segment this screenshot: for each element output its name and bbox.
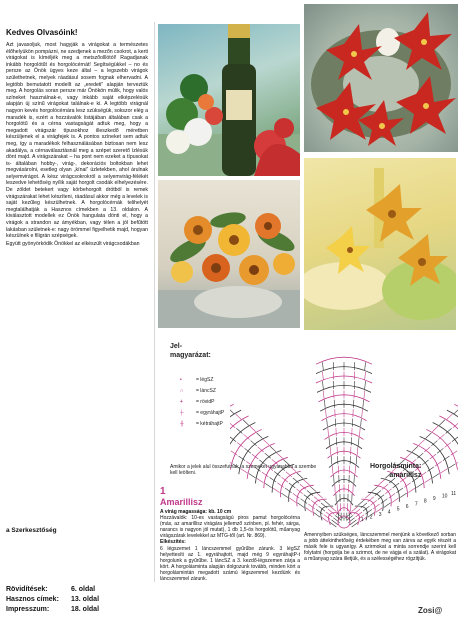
toc-row — [6, 585, 134, 595]
double-crochet-symbol: ┼ — [180, 409, 184, 416]
toc-label: Impresszum: — [6, 606, 50, 613]
stitch-mark — [425, 433, 432, 439]
stitch-mark — [405, 453, 412, 458]
round-number: 11 — [451, 490, 457, 497]
editorial-paragraph: Együtt gyönyörködik Önökkel az elkészült virágcsodákban — [6, 240, 140, 247]
round-number: 5 — [396, 506, 400, 513]
stitch-mark — [378, 480, 385, 485]
legend-item — [180, 396, 224, 407]
section-title: Amarillisz — [160, 497, 203, 507]
treble-crochet-symbol: ╫ — [180, 420, 184, 427]
stitch-mark — [273, 488, 280, 493]
stitch-mark — [356, 456, 357, 464]
greeting-heading: Kedves Olvasóink! — [6, 28, 78, 37]
stitch-mark — [249, 426, 256, 432]
stitch-mark — [357, 447, 358, 455]
round-number: 4 — [387, 509, 391, 516]
stitch-mark — [330, 507, 336, 512]
legend-item — [180, 374, 224, 385]
stitch-mark — [281, 493, 288, 498]
stitch-mark — [329, 437, 330, 445]
photo-champagne-bouquet — [158, 24, 300, 176]
photo-bouquet-illustration — [158, 180, 300, 328]
stitch-mark — [322, 381, 323, 389]
stitch-mark — [326, 512, 332, 517]
stitch-mark — [323, 500, 330, 505]
slip-stitch-symbol: ∩ — [180, 387, 184, 394]
pattern-label-line: amarillisz — [389, 472, 422, 479]
photo-plate-illustration — [304, 158, 456, 330]
crochet-diagram — [230, 330, 458, 530]
stitch-mark — [265, 483, 272, 488]
stitch-mark — [328, 428, 329, 436]
stitch-legend — [180, 374, 224, 429]
stitch-mark — [322, 362, 323, 370]
toc-row — [6, 595, 134, 605]
stitch-mark — [362, 409, 363, 417]
stitch-mark — [322, 517, 328, 522]
stitch-mark — [327, 419, 328, 427]
photo-amaryllis-illustration — [304, 4, 458, 152]
editorial-text — [6, 42, 148, 524]
stitch-mark — [230, 458, 231, 464]
photo-champagne-illustration — [158, 24, 300, 176]
legend-label: = légSZ — [196, 376, 214, 383]
continuation-text: Amennyiben szükséges, láncszemmel menjünk a következő sorban a jobb áttekinthetőség érdekében meg van zárva az egyik részét a másik fele is ugyanígy. A szirmokat a minta sorrendje szerint kell folytatni (horgolja be a szirmot, de ne vágja el a szálat). A virágokat a műanyag szára illetjük, és a szélességéhez rögzítjük. — [304, 532, 456, 563]
stitch-round — [230, 425, 262, 469]
stitch-mark — [331, 456, 332, 464]
toc-page: 6. oldal — [71, 586, 96, 593]
stitch-mark — [230, 408, 234, 414]
round-number: 3 — [378, 511, 382, 518]
stitch-mark — [432, 426, 439, 432]
stitch-mark — [433, 473, 440, 478]
instructions-continuation — [304, 532, 456, 612]
photo-amaryllis-wreath — [304, 4, 458, 152]
watermark: Zosi@ — [418, 606, 443, 615]
stitch-mark — [439, 420, 446, 426]
stitch-mark — [330, 447, 331, 455]
stitch-round — [439, 412, 458, 460]
stitch-mark — [310, 486, 317, 491]
round-number: 2 — [369, 514, 373, 521]
stitch-mark — [360, 428, 361, 436]
photo-yellow-flowers-plate — [304, 158, 456, 330]
section-number: 1 — [160, 486, 166, 497]
instructions-text — [160, 509, 300, 617]
editorial-signature: a Szerkesztőség — [6, 527, 57, 534]
stitch-mark — [235, 414, 242, 420]
legend-title-line: magyarázat: — [170, 352, 211, 359]
stitch-mark — [297, 502, 304, 507]
legend-label: = egyráhajtP — [196, 409, 225, 416]
round-number: 7 — [414, 501, 418, 508]
toc-row — [6, 605, 134, 615]
stitch-mark — [263, 440, 270, 446]
stitch-mark — [363, 400, 364, 408]
stitch-mark — [317, 493, 324, 498]
column-divider — [154, 22, 155, 582]
pattern-label — [370, 462, 421, 480]
toc-page: 13. oldal — [71, 596, 100, 603]
toc-page: 18. oldal — [71, 606, 100, 613]
stitch-mark — [365, 372, 366, 380]
stitch-mark — [326, 409, 327, 417]
stitch-mark — [424, 478, 431, 483]
legend-item — [180, 418, 224, 429]
stitch-mark — [257, 478, 264, 483]
stitch-mark — [365, 362, 366, 370]
stitch-mark — [289, 498, 296, 503]
stitch-mark — [351, 507, 357, 512]
stitch-mark — [384, 502, 391, 507]
petal-chart — [316, 357, 372, 520]
round-number: 8 — [423, 498, 427, 505]
legend-item — [180, 385, 224, 396]
stitch-mark — [408, 488, 415, 493]
legend-label: = kétráhajtP — [196, 420, 223, 427]
round-number: 6 — [405, 504, 409, 510]
photo-orange-bouquet — [158, 180, 300, 328]
stitch-mark — [361, 419, 362, 427]
stitch-mark — [454, 408, 458, 414]
stitch-mark — [449, 463, 456, 469]
legend-title — [170, 342, 211, 360]
stitch-mark — [457, 458, 458, 464]
round-number: 1 — [360, 517, 364, 524]
flower-size: A virág magassága: kb. 10 cm — [160, 509, 232, 515]
stitch-mark — [322, 372, 323, 380]
round-number: 10 — [441, 493, 448, 500]
stitch-mark — [242, 420, 249, 426]
stitch-mark — [416, 483, 423, 488]
stitch-mark — [323, 390, 324, 398]
stitch-mark — [324, 400, 325, 408]
materials-text: Hozzávalók: 10-es vastagságú piros pamut horgolócérna (más, az amarillisz virágára jellemző színben, pl. fehér, sárga, narancs is nagyon jól mutat), 1 db 1,5-ös horgolótű, műanyag virágszárak levelekkel az MTG-től (art. Nr. 869). — [160, 515, 300, 540]
single-crochet-symbol: + — [180, 398, 183, 405]
stitch-mark — [365, 493, 372, 498]
stitch-mark — [412, 446, 419, 451]
table-of-contents — [6, 585, 134, 615]
stitch-mark — [276, 453, 283, 458]
diagram-note: Amikor a jelek alul összefutnak, a szemeket ugyanabba a szembe kell leölteni. — [170, 464, 317, 476]
stitch-mark — [371, 486, 378, 491]
round-number: 9 — [432, 496, 436, 503]
stitch-mark — [365, 381, 366, 389]
legend-title-line: Jel- — [170, 343, 183, 350]
stitch-mark — [400, 493, 407, 498]
toc-label: Rövidítések: — [6, 586, 48, 593]
legend-label: = rövidP — [196, 398, 215, 405]
legend-label: = láncSZ — [196, 387, 216, 394]
steps-title: Elkészítés: — [160, 539, 186, 546]
stitch-round — [426, 425, 458, 469]
stitch-mark — [364, 390, 365, 398]
stitch-round — [230, 412, 249, 460]
toc-label: Hasznos címek: — [6, 596, 59, 603]
pattern-label-line: Horgolásminta: — [370, 463, 422, 470]
editorial-paragraph: Azt javasoljuk, most hagyják a virágokat a természetes élőhelyükön pompázni, ne szedjenek a mezőn csokrot, a kerti virágokat is kíméljék meg a metszőolllótól! Ragadjanak inkább horgolótűt és horgolócérnát! Segítségükkel – no és persze az Önök ügyes keze által – a legszebb virágok születhetnek, melyek ráadásul sosem fognak elhervadni. A legtöbb bemutatott modellt az „eredeti” alapján terveztük meg. A horgolás soran persze már Önökön múlik, hogy valós színeket használnak-e, vagy inkább saját elképzelésük alapján új színű virágokat találnak-e ki. A legtöbb virágnál nagyon kevés horgolócérnára lesz szükségük, sokszor elég a maradék is, ezért a hozzávalók listájában általában csak a horgolótű és a cérna vastagságát adtuk meg, hogy a megadott virágszár típusokhoz illeszkedő méretben készüljenek el a virágfejek is. A pontos színeket sem adtuk meg, így a maradékok felhasználásában biztosan nem lesz akadálya, a cérnaválasztásnál meg a szépet szerető ízlésük dönt majd. A virágszárakat – ha pont nem ezeket a típusokat is- általában hobby-, virág-, dekorációs boltokban lehet megvásárolni, esetleg olyan „kínai” üzletekben, ahol árulnak selyemvirágot. A kész virágcsokrokról a selyemvirág-félékét leszedve lehetőség nyílik saját horgolt csodák elhelyezésére. De zöldet betekert vagy körbehorgolt drótból is remek virágszárakat lehet készíteni, ráadásul akkor még a levelek is saját kezűleg készülhetnek. A horgolócérnák telihelyét megtalálhatják a Hasznos címekben a 13. oldalon. A kiválasztott modellek ez Önök hangulata dönti el, hogy a virágok a strandon az ámyékban, vagy télen a jól befűtött lakásban születnek-e: nagy örömmel figyelhetik majd, hogyan készülnek e filigrán szépségek. — [6, 42, 148, 240]
stitch-mark — [446, 414, 453, 420]
stitch-mark — [306, 507, 313, 512]
stitch-mark — [418, 440, 425, 446]
stitch-mark — [358, 437, 359, 445]
stitch-mark — [392, 498, 399, 503]
legend-item — [180, 407, 224, 418]
stitch-mark — [256, 433, 263, 439]
chain-stitch-symbol: • — [180, 376, 182, 383]
stitch-mark — [441, 468, 448, 474]
stitch-mark — [303, 480, 310, 485]
stitch-mark — [358, 500, 365, 505]
stitch-mark — [314, 512, 321, 517]
steps-text: 6 légszemet 1 láncszemmel gyűrűbe zárunk. 3 légSZ helyettesíti az 1. egyráhajtott, majd még 9 egyráhajtP-t horgolunk a gyűrűbe. 1 láncSZ a 3. kezdő-légszemen zárja a kört. A horgolásminta alapján dolgozunk tovább, minden kört a horgolásmintán megadott számú légszemmel kezdünk és láncszemmel zárunk. — [160, 545, 300, 583]
stitch-mark — [270, 446, 277, 451]
